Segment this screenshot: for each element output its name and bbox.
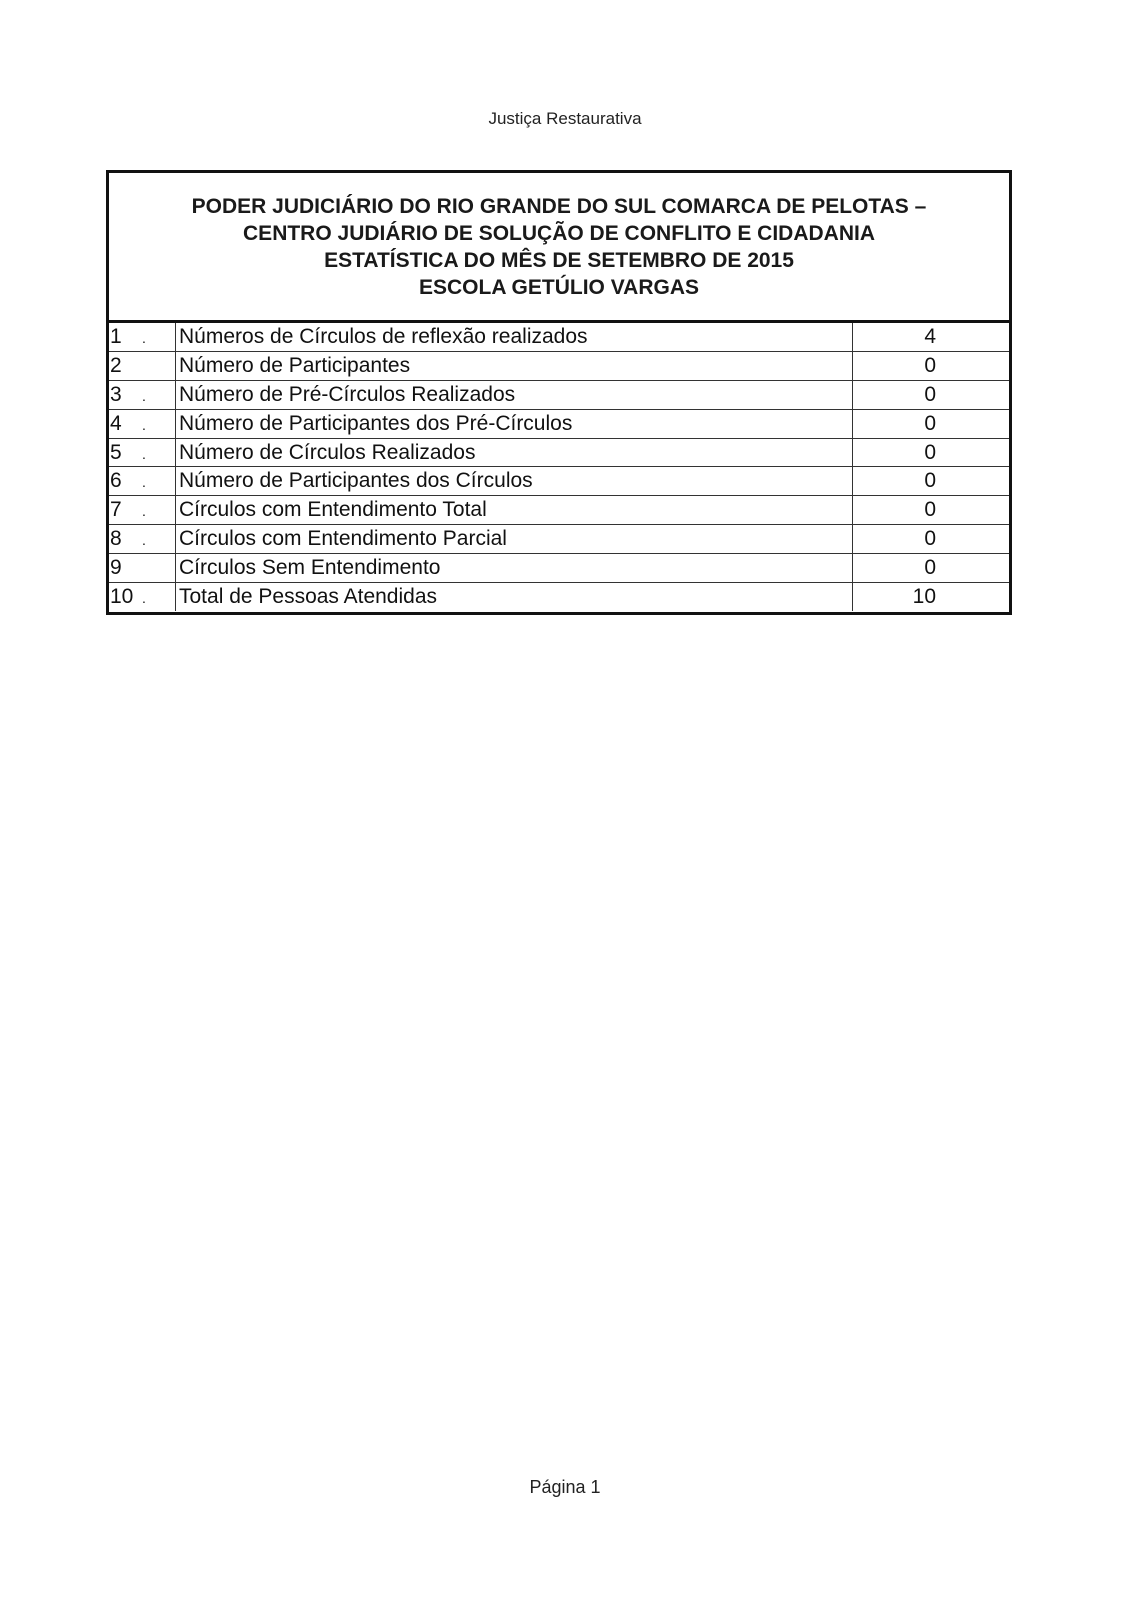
statistics-table xyxy=(109,323,1009,611)
row-number-cell xyxy=(109,409,176,438)
row-number: 6 xyxy=(110,469,122,493)
row-value: 4 xyxy=(853,323,1010,351)
row-label: Número de Pré-Círculos Realizados xyxy=(176,380,853,409)
row-number-cell xyxy=(109,380,176,409)
row-number-dot: . xyxy=(142,474,146,491)
row-number-cell xyxy=(109,525,176,554)
row-number-dot: . xyxy=(142,416,146,433)
page-number: Página 1 xyxy=(529,1477,601,1497)
row-number: 5 xyxy=(110,440,122,464)
row-label: Número de Participantes dos Círculos xyxy=(176,467,853,496)
row-number-cell xyxy=(109,438,176,467)
title-line-court: PODER JUDICIÁRIO DO RIO GRANDE DO SUL COMARCA DE PELOTAS – xyxy=(191,195,927,218)
row-value: 0 xyxy=(853,496,1010,525)
table-row xyxy=(109,554,1009,583)
table-row xyxy=(109,467,1009,496)
row-value: 0 xyxy=(853,467,1010,496)
row-number-dot: . xyxy=(142,503,146,520)
row-number: 8 xyxy=(110,527,122,551)
row-number-dot: . xyxy=(142,387,146,404)
title-line-statistics: ESTATÍSTICA DO MÊS DE SETEMBRO DE 2015 xyxy=(324,249,794,272)
row-value: 0 xyxy=(853,554,1010,583)
row-value: 0 xyxy=(853,438,1010,467)
row-number-dot: . xyxy=(142,445,146,462)
row-number-dot: . xyxy=(142,532,146,549)
report-title xyxy=(109,173,1009,323)
row-label: Número de Participantes xyxy=(176,351,853,380)
row-number: 3 xyxy=(110,382,122,406)
row-label: Números de Círculos de reflexão realizados xyxy=(176,323,853,351)
table-row xyxy=(109,351,1009,380)
row-value: 0 xyxy=(853,351,1010,380)
row-number: 2 xyxy=(110,353,122,377)
row-number-cell xyxy=(109,583,176,611)
row-number: 1 xyxy=(110,324,122,348)
row-number: 4 xyxy=(110,411,122,435)
row-number: 7 xyxy=(110,498,122,522)
title-line-school: ESCOLA GETÚLIO VARGAS xyxy=(418,276,699,299)
row-number: 9 xyxy=(110,556,122,580)
table-row xyxy=(109,525,1009,554)
row-number-cell xyxy=(109,496,176,525)
row-label: Número de Círculos Realizados xyxy=(176,438,853,467)
row-value: 0 xyxy=(853,525,1010,554)
table-row xyxy=(109,583,1009,611)
row-value: 0 xyxy=(853,409,1010,438)
row-label: Total de Pessoas Atendidas xyxy=(176,583,853,611)
table-row xyxy=(109,496,1009,525)
row-label: Círculos com Entendimento Total xyxy=(176,496,853,525)
row-number-dot: . xyxy=(142,329,146,346)
table-row xyxy=(109,323,1009,351)
title-line-center: CENTRO JUDIÁRIO DE SOLUÇÃO DE CONFLITO E CIDADANIA xyxy=(243,222,875,245)
row-number: 10 xyxy=(110,584,134,608)
row-value: 10 xyxy=(912,584,936,608)
table-row xyxy=(109,438,1009,467)
table-row xyxy=(109,380,1009,409)
row-label: Número de Participantes dos Pré-Círculos xyxy=(176,409,853,438)
table-row xyxy=(109,409,1009,438)
row-label: Círculos com Entendimento Parcial xyxy=(176,525,853,554)
row-value: 0 xyxy=(853,380,1010,409)
row-number-cell xyxy=(109,554,176,583)
row-number-cell xyxy=(109,351,176,380)
report-box xyxy=(106,170,1012,615)
row-number-cell xyxy=(109,467,176,496)
row-number-cell xyxy=(109,323,176,351)
page-header: Justiça Restaurativa xyxy=(488,109,642,128)
row-label: Círculos Sem Entendimento xyxy=(176,554,853,583)
row-number-dot: . xyxy=(142,589,146,606)
